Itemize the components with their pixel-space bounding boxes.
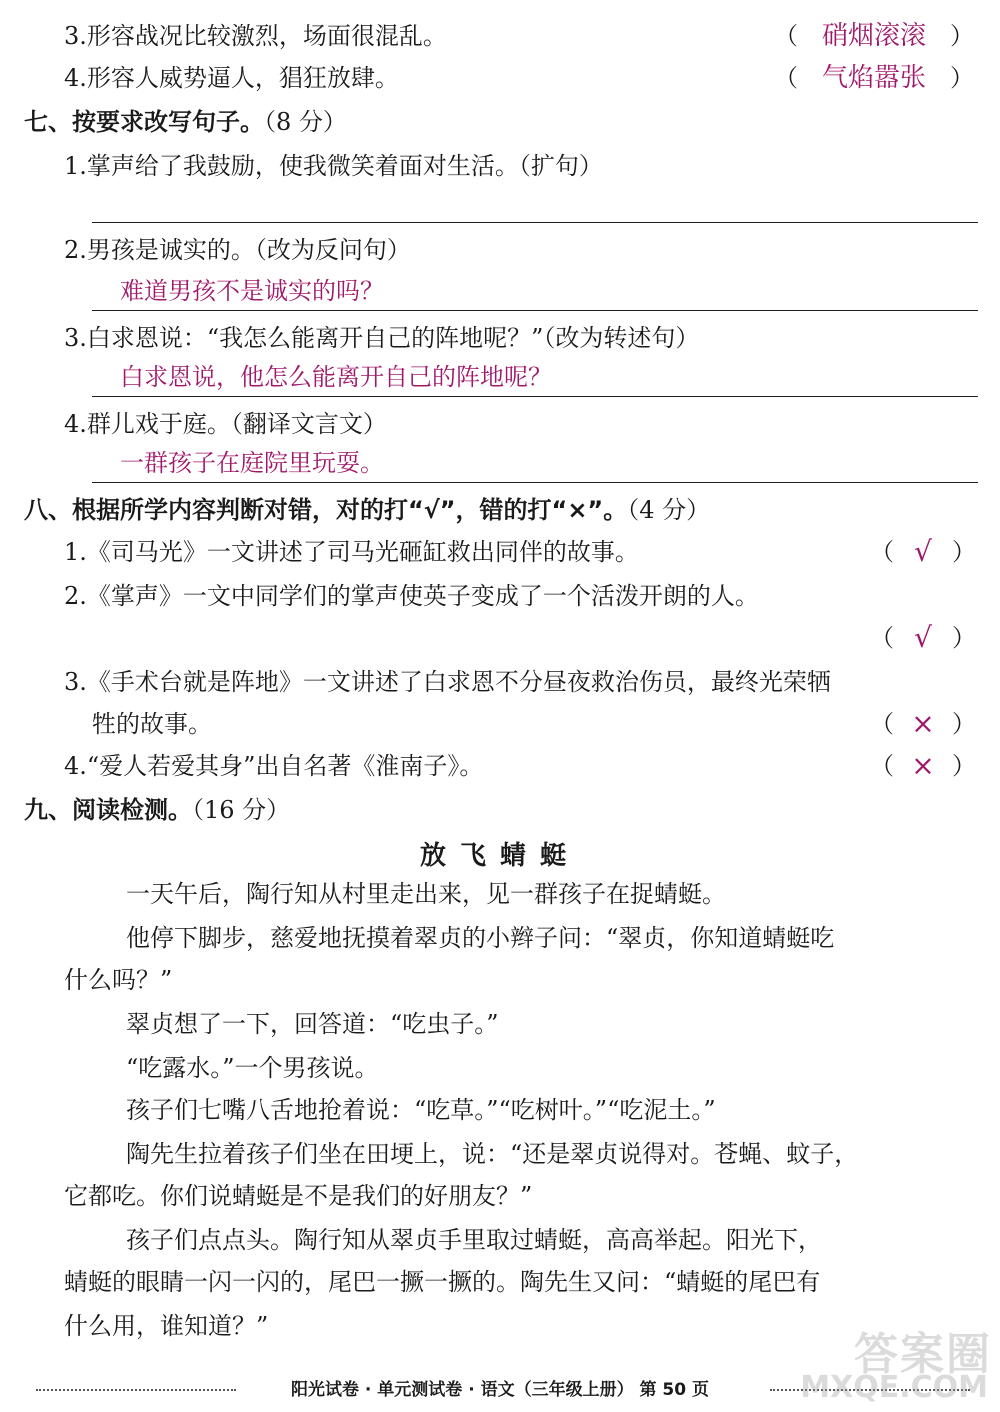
passage-line: 他停下脚步，慈爱地抚摸着翠贞的小辫子问：“翠贞，你知道蜻蜓吃 xyxy=(126,924,835,952)
idiom-item-3 xyxy=(0,16,1000,56)
watermark-logo: 答案圈 MXQE.COM xyxy=(800,1329,992,1405)
idiom-prompt: 3.形容战况比较激烈，场面很混乱。 xyxy=(64,22,447,50)
answer-line-2 xyxy=(92,270,978,311)
judge-item-3: 3.《手术台就是阵地》一文讲述了白求恩不分昼夜救治伤员，最终光荣牺 xyxy=(64,668,831,696)
idiom-answer: 气焰嚣张 xyxy=(821,63,926,93)
passage-line: 孩子们七嘴八舌地抢着说：“吃草。”“吃树叶。”“吃泥土。” xyxy=(126,1096,716,1124)
idiom-item-4 xyxy=(0,58,1000,98)
section-title: 七、按要求改写句子。 xyxy=(24,108,264,136)
passage-line: 它都吃。你们说蜻蜓是不是我们的好朋友？” xyxy=(64,1182,533,1210)
passage-line: 蜻蜓的眼睛一闪一闪的，尾巴一撅一撅的。陶先生又问：“蜻蜓的尾巴有 xyxy=(64,1268,821,1296)
passage-line: “吃露水。”一个男孩说。 xyxy=(126,1054,379,1082)
passage-line: 一天午后，陶行知从村里走出来，见一群孩子在捉蜻蜓。 xyxy=(126,880,726,908)
rewrite-answer: 难道男孩不是诚实的吗？ xyxy=(120,277,384,305)
section-heading-9 xyxy=(0,790,1000,830)
judge-bracket: （ √ ） xyxy=(870,532,976,572)
idiom-answer: 硝烟滚滚 xyxy=(821,21,926,51)
judge-item-3-cont: 牲的故事。 （ × ） xyxy=(0,704,1000,744)
rewrite-prompt-2: 2.男孩是诚实的。（改为反问句） xyxy=(64,236,411,264)
rewrite-prompt-4: 4.群儿戏于庭。（翻译文言文） xyxy=(64,410,387,438)
judge-item-4: 4.“爱人若爱其身”出自名著《淮南子》。 （ × ） xyxy=(0,746,1000,786)
judge-bracket: （ √ ） xyxy=(870,618,976,658)
judge-item-2: 2.《掌声》一文中同学们的掌声使英子变成了一个活泼开朗的人。 xyxy=(64,582,759,610)
check-mark-icon: √ xyxy=(914,621,932,654)
section-score: （8 分） xyxy=(264,108,347,136)
passage-line: 孩子们点点头。陶行知从翠贞手里取过蜻蜓，高高举起。阳光下， xyxy=(126,1226,822,1254)
section-title: 八、根据所学内容判断对错，对的打“√”，错的打“×”。 xyxy=(24,496,628,524)
rewrite-answer: 白求恩说，他怎么能离开自己的阵地呢？ xyxy=(120,363,552,391)
rewrite-prompt-3: 3.白求恩说：“我怎么能离开自己的阵地呢？”（改为转述句） xyxy=(64,324,700,352)
answer-line-1 xyxy=(92,182,978,223)
passage-title: 放飞蜻蜓 xyxy=(419,841,580,871)
answer-line-4 xyxy=(92,442,978,483)
judge-bracket: （ × ） xyxy=(870,704,976,744)
passage-line: 什么吗？” xyxy=(64,966,173,994)
judge-item-2-mark xyxy=(0,618,1000,658)
answer-line-3 xyxy=(92,356,978,397)
cross-mark-icon: × xyxy=(911,749,935,782)
section-score: （4 分） xyxy=(627,496,711,524)
check-mark-icon: √ xyxy=(914,535,932,568)
footer-text: 阳光试卷 · 单元测试卷 · 语文（三年级上册） 第 50 页 xyxy=(283,1380,717,1400)
answer-bracket: （ 硝烟滚滚 ） xyxy=(774,16,974,56)
rewrite-answer: 一群孩子在庭院里玩耍。 xyxy=(120,449,384,477)
idiom-prompt: 4.形容人威势逼人，猖狂放肆。 xyxy=(64,64,399,92)
section-heading-7 xyxy=(0,102,1000,142)
answer-bracket: （ 气焰嚣张 ） xyxy=(774,58,974,98)
rewrite-prompt-1: 1.掌声给了我鼓励，使我微笑着面对生活。（扩句） xyxy=(64,152,603,180)
passage-line: 什么用，谁知道？” xyxy=(64,1312,269,1340)
passage-line: 陶先生拉着孩子们坐在田埂上，说：“还是翠贞说得对。苍蝇、蚊子， xyxy=(126,1140,859,1168)
judge-item-1: 1.《司马光》一文讲述了司马光砸缸救出同伴的故事。 （ √ ） xyxy=(0,532,1000,572)
section-title: 九、阅读检测。 xyxy=(24,796,192,824)
section-score: （16 分） xyxy=(192,796,291,824)
judge-bracket: （ × ） xyxy=(870,746,976,786)
cross-mark-icon: × xyxy=(911,707,935,740)
section-heading-8 xyxy=(0,490,1000,530)
passage-line: 翠贞想了一下，回答道：“吃虫子。” xyxy=(126,1010,499,1038)
